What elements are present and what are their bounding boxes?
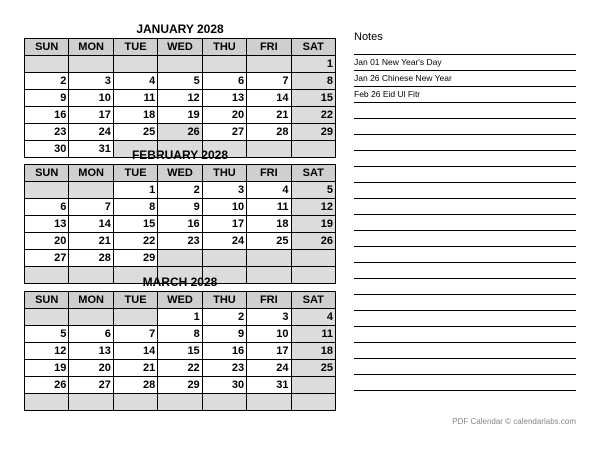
day-cell: 4 <box>291 309 335 326</box>
day-cell: 20 <box>69 360 113 377</box>
day-cell: 23 <box>158 233 202 250</box>
day-cell <box>69 309 113 326</box>
month-title: FEBRUARY 2028 <box>131 148 229 162</box>
day-cell: 25 <box>247 233 291 250</box>
week-row <box>25 233 336 250</box>
day-cell: 9 <box>158 199 202 216</box>
month-january <box>24 22 336 158</box>
day-cell: 17 <box>69 107 113 124</box>
day-cell: 15 <box>291 90 335 107</box>
day-cell: 26 <box>291 233 335 250</box>
day-cell: 17 <box>247 343 291 360</box>
day-cell <box>25 394 69 411</box>
week-row <box>25 394 336 411</box>
day-cell: 9 <box>202 326 246 343</box>
weekday-header-row <box>25 165 336 182</box>
day-cell: 18 <box>291 343 335 360</box>
notes-lines <box>354 54 576 391</box>
day-cell: 24 <box>202 233 246 250</box>
weekday-header: MON <box>69 292 113 309</box>
day-cell: 13 <box>202 90 246 107</box>
note-line <box>354 327 576 343</box>
day-cell: 16 <box>202 343 246 360</box>
day-cell: 25 <box>291 360 335 377</box>
day-cell: 28 <box>247 124 291 141</box>
day-cell: 27 <box>25 250 69 267</box>
day-cell <box>25 182 69 199</box>
note-line <box>354 263 576 279</box>
day-cell <box>291 394 335 411</box>
day-cell: 13 <box>25 216 69 233</box>
day-cell: 23 <box>202 360 246 377</box>
day-cell: 30 <box>25 141 69 158</box>
weekday-header: FRI <box>247 165 291 182</box>
day-cell <box>247 394 291 411</box>
day-cell: 12 <box>25 343 69 360</box>
weekday-header: MON <box>69 39 113 56</box>
day-cell: 8 <box>113 199 157 216</box>
footer-credit: PDF Calendar © calendarlabs.com <box>452 417 576 426</box>
day-cell <box>202 56 246 73</box>
note-line <box>354 215 576 231</box>
weekday-header: SUN <box>25 292 69 309</box>
weekday-header: TUE <box>113 292 157 309</box>
day-cell: 22 <box>291 107 335 124</box>
note-line <box>354 119 576 135</box>
week-row <box>25 216 336 233</box>
day-cell: 31 <box>69 141 113 158</box>
day-cell: 2 <box>25 73 69 90</box>
day-cell: 8 <box>158 326 202 343</box>
weekday-header: WED <box>158 292 202 309</box>
day-cell: 19 <box>158 107 202 124</box>
day-cell: 12 <box>291 199 335 216</box>
note-line: Jan 01 New Year's Day <box>354 54 576 71</box>
day-cell <box>158 250 202 267</box>
weekday-header: WED <box>158 39 202 56</box>
note-line <box>354 247 576 263</box>
weekday-header-row <box>25 39 336 56</box>
note-line <box>354 375 576 391</box>
day-cell: 15 <box>113 216 157 233</box>
note-line <box>354 311 576 327</box>
weekday-header: SAT <box>291 165 335 182</box>
day-cell: 29 <box>291 124 335 141</box>
day-cell: 28 <box>69 250 113 267</box>
day-cell <box>247 250 291 267</box>
day-cell: 24 <box>247 360 291 377</box>
month-february <box>24 148 336 284</box>
day-cell: 14 <box>113 343 157 360</box>
day-cell: 11 <box>113 90 157 107</box>
day-cell: 15 <box>158 343 202 360</box>
day-cell: 6 <box>69 326 113 343</box>
day-cell <box>25 56 69 73</box>
note-line <box>354 279 576 295</box>
day-cell: 31 <box>247 377 291 394</box>
month-march <box>24 275 336 411</box>
weekday-header-row <box>25 292 336 309</box>
weekday-header: THU <box>202 39 246 56</box>
day-cell <box>69 182 113 199</box>
day-cell <box>25 309 69 326</box>
note-line <box>354 343 576 359</box>
note-line: Feb 26 Eid Ul Fitr <box>354 87 576 103</box>
day-cell: 27 <box>69 377 113 394</box>
calendar-grid <box>24 291 336 411</box>
weekday-header: SAT <box>291 292 335 309</box>
day-cell: 24 <box>69 124 113 141</box>
weekday-header: SUN <box>25 39 69 56</box>
day-cell <box>202 394 246 411</box>
week-row <box>25 309 336 326</box>
week-row <box>25 326 336 343</box>
day-cell: 5 <box>25 326 69 343</box>
day-cell: 16 <box>158 216 202 233</box>
day-cell <box>247 56 291 73</box>
day-cell: 1 <box>291 56 335 73</box>
day-cell: 18 <box>113 107 157 124</box>
week-row <box>25 107 336 124</box>
day-cell: 1 <box>158 309 202 326</box>
day-cell: 30 <box>202 377 246 394</box>
week-row <box>25 56 336 73</box>
weekday-header: WED <box>158 165 202 182</box>
day-cell: 9 <box>25 90 69 107</box>
day-cell: 18 <box>247 216 291 233</box>
day-cell: 26 <box>25 377 69 394</box>
day-cell <box>69 56 113 73</box>
day-cell: 14 <box>247 90 291 107</box>
day-cell: 10 <box>247 326 291 343</box>
week-row <box>25 250 336 267</box>
day-cell: 4 <box>113 73 157 90</box>
day-cell: 27 <box>202 124 246 141</box>
day-cell: 29 <box>158 377 202 394</box>
weekday-header: FRI <box>247 292 291 309</box>
day-cell: 20 <box>202 107 246 124</box>
day-cell: 13 <box>69 343 113 360</box>
day-cell: 22 <box>113 233 157 250</box>
notes-title: Notes <box>354 31 383 43</box>
day-cell: 10 <box>202 199 246 216</box>
day-cell: 1 <box>113 182 157 199</box>
day-cell: 23 <box>25 124 69 141</box>
day-cell: 28 <box>113 377 157 394</box>
weekday-header: THU <box>202 292 246 309</box>
note-line <box>354 167 576 183</box>
day-cell <box>113 394 157 411</box>
day-cell: 3 <box>69 73 113 90</box>
day-cell: 3 <box>247 309 291 326</box>
day-cell: 5 <box>291 182 335 199</box>
day-cell: 11 <box>247 199 291 216</box>
weekday-header: TUE <box>113 39 157 56</box>
day-cell: 7 <box>113 326 157 343</box>
note-line <box>354 295 576 311</box>
week-row <box>25 124 336 141</box>
day-cell: 21 <box>69 233 113 250</box>
note-line <box>354 199 576 215</box>
weekday-header: SAT <box>291 39 335 56</box>
note-line <box>354 183 576 199</box>
day-cell: 19 <box>25 360 69 377</box>
week-row <box>25 90 336 107</box>
day-cell: 20 <box>25 233 69 250</box>
day-cell: 6 <box>202 73 246 90</box>
note-line <box>354 103 576 119</box>
day-cell: 12 <box>158 90 202 107</box>
weekday-header: FRI <box>247 39 291 56</box>
notes-panel <box>354 30 576 391</box>
day-cell: 7 <box>247 73 291 90</box>
weekday-header: TUE <box>113 165 157 182</box>
note-line: Jan 26 Chinese New Year <box>354 71 576 87</box>
day-cell <box>69 394 113 411</box>
day-cell: 29 <box>113 250 157 267</box>
calendar-grid <box>24 38 336 158</box>
weekday-header: SUN <box>25 165 69 182</box>
week-row <box>25 377 336 394</box>
day-cell <box>158 394 202 411</box>
day-cell: 21 <box>247 107 291 124</box>
week-row <box>25 199 336 216</box>
day-cell: 22 <box>158 360 202 377</box>
day-cell <box>291 250 335 267</box>
day-cell: 26 <box>158 124 202 141</box>
day-cell: 25 <box>113 124 157 141</box>
note-line <box>354 135 576 151</box>
note-line <box>354 359 576 375</box>
day-cell <box>291 377 335 394</box>
week-row <box>25 360 336 377</box>
day-cell <box>113 56 157 73</box>
day-cell <box>113 309 157 326</box>
day-cell: 8 <box>291 73 335 90</box>
day-cell: 10 <box>69 90 113 107</box>
month-title: MARCH 2028 <box>142 275 218 289</box>
calendar-grid <box>24 164 336 284</box>
day-cell: 11 <box>291 326 335 343</box>
day-cell: 16 <box>25 107 69 124</box>
day-cell: 19 <box>291 216 335 233</box>
week-row <box>25 343 336 360</box>
weekday-header: THU <box>202 165 246 182</box>
day-cell: 4 <box>247 182 291 199</box>
day-cell: 5 <box>158 73 202 90</box>
day-cell: 7 <box>69 199 113 216</box>
weekday-header: MON <box>69 165 113 182</box>
note-line <box>354 231 576 247</box>
day-cell: 3 <box>202 182 246 199</box>
day-cell: 21 <box>113 360 157 377</box>
note-line <box>354 151 576 167</box>
day-cell: 2 <box>202 309 246 326</box>
week-row <box>25 182 336 199</box>
day-cell: 14 <box>69 216 113 233</box>
day-cell: 2 <box>158 182 202 199</box>
day-cell: 6 <box>25 199 69 216</box>
day-cell <box>202 250 246 267</box>
week-row <box>25 73 336 90</box>
month-title: JANUARY 2028 <box>136 22 224 36</box>
day-cell: 17 <box>202 216 246 233</box>
day-cell <box>158 56 202 73</box>
